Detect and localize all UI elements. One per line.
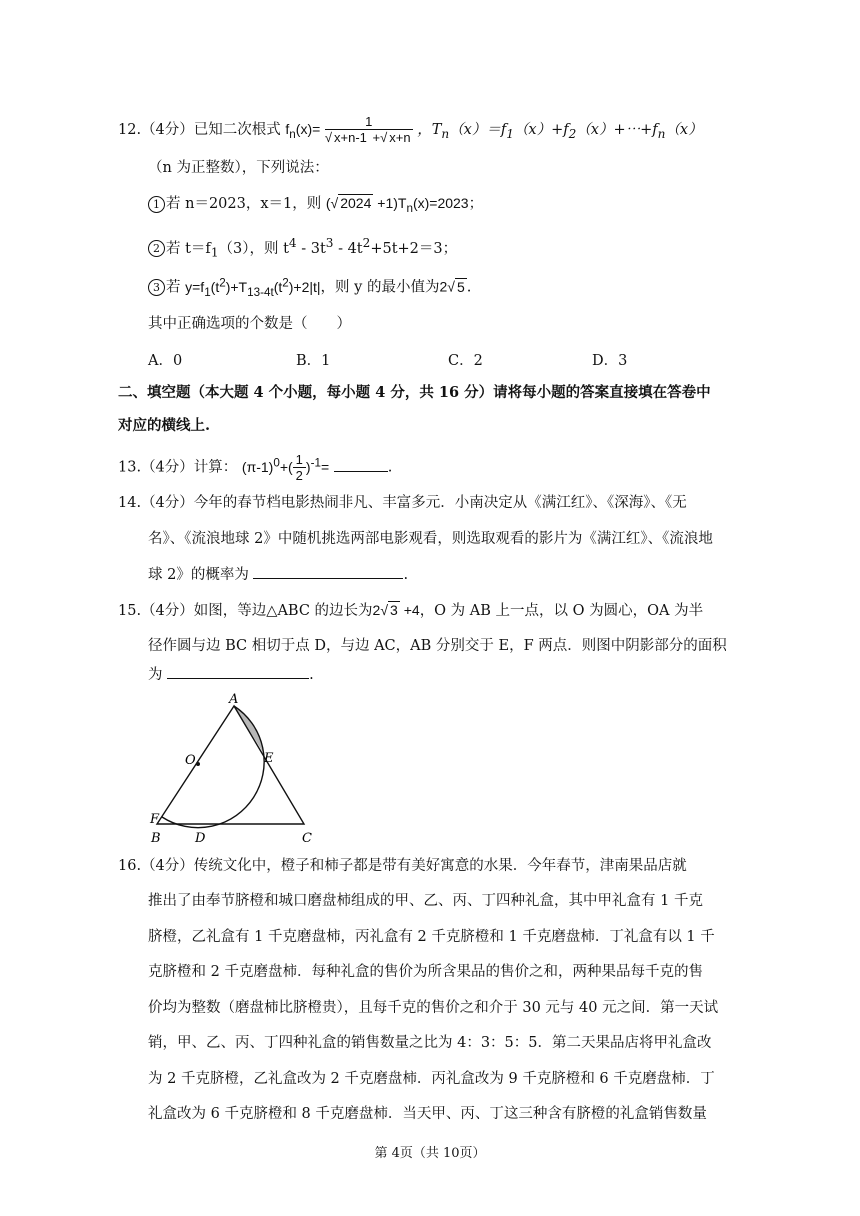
q16-line3: 脐橙，乙礼盒有 1 千克磨盘柿，丙礼盒有 2 千克脐橙和 1 千克磨盘柿．丁礼盒有以 1 千 (148, 929, 715, 945)
q15-text-b: ，O 为 AB 上一点，以 O 为圆心，OA 为半 (419, 603, 704, 619)
sub-n: n (406, 201, 413, 215)
q16-line8: 礼盒改为 6 千克脐橙和 8 千克磨盘柿．当天甲、丙、丁这三种含有脐橙的礼盒销售数量 (148, 1106, 707, 1122)
part-b: +( (279, 458, 293, 475)
sub-1: 1 (506, 126, 514, 141)
q16-number: 16. (118, 858, 142, 874)
section2-line2: 对应的横线上. (118, 417, 211, 434)
part-b: +1)T (373, 195, 407, 211)
label-c: C (302, 831, 312, 846)
label-d: D (195, 831, 206, 846)
equals: = (320, 458, 330, 475)
part-a: y=f (185, 278, 205, 295)
len-root: 3 (390, 602, 398, 618)
root-2: x+n (389, 130, 411, 145)
q12-item1 (148, 193, 483, 219)
choice-a: A．0 (148, 353, 183, 369)
tn-sub: n (441, 126, 450, 141)
sup-2b: 2 (282, 276, 289, 289)
len-coef: 2 (372, 602, 381, 618)
triangle-abc (157, 706, 304, 824)
len-b: +4 (399, 602, 420, 618)
paren: ( (325, 195, 331, 211)
q13-line (118, 452, 392, 484)
min-root: 5 (456, 278, 465, 295)
item2-b: （3），则 t (218, 240, 289, 257)
stem-e: （x）+⋯+f (576, 122, 658, 138)
sup-neg1: -1 (310, 456, 321, 470)
q14-end: . (403, 567, 409, 583)
part-c: (x)=2023 (412, 195, 469, 211)
frac-num: 1 (325, 114, 413, 130)
stem-f: （x） (665, 122, 703, 138)
sup-3: 3 (325, 236, 334, 250)
root-1: x+n-1 (334, 130, 367, 145)
q15-text-a: （4分）如图，等边△ABC 的边长为 (141, 603, 373, 619)
part-e: )+2|t| (288, 278, 321, 295)
geometry-figure (140, 690, 330, 850)
sup-2a: 2 (219, 276, 226, 289)
q14-text-3: 球 2》的概率为 (148, 567, 249, 583)
min-coef: 2 (439, 278, 448, 295)
q14-line1 (118, 493, 687, 513)
point-o (196, 762, 200, 766)
q15-number: 15. (118, 603, 142, 619)
label-o: O (185, 753, 196, 768)
q13-math (241, 452, 330, 483)
q12-ask: 其中正确选项的个数是（ ） (148, 316, 351, 332)
q15-line1 (118, 600, 703, 621)
part-c: ) (305, 458, 311, 475)
label-a: A (229, 692, 239, 707)
item2-d: - 4t (333, 240, 363, 257)
frac-num: 1 (293, 452, 306, 468)
q12-score: （4分） (141, 122, 194, 138)
sub-n: n (657, 126, 666, 141)
q13-end: . (387, 459, 393, 476)
frac-den: √ x+n-1 +√ x+n (324, 130, 411, 145)
q12-line2: （n 为正整数），下列说法： (148, 160, 329, 176)
q16-line6: 销，甲、乙、丙、丁四种礼盒的销售数量之比为 4：3：5：5．第二天果品店将甲礼盒改 (148, 1035, 712, 1051)
q13-text: （4分）计算： (141, 459, 238, 476)
choice-b: B．1 (296, 353, 331, 369)
section2-line1: 二、填空题（本大题 4 个小题，每小题 4 分，共 16 分）请将每小题的答案直接填在答卷中 (118, 384, 711, 401)
part-a: (π-1) (241, 458, 274, 475)
q14-line2: 名》、《流浪地球 2》中随机挑选两部电影观看，则选取观看的影片为《满江红》、《流浪地 (148, 531, 713, 547)
f-arg: (x)= (295, 121, 321, 137)
tn-symbol: ，T (417, 122, 442, 138)
item3-text-b: ，则 y 的最小值为 (320, 279, 440, 296)
answer-blank-14[interactable] (253, 564, 403, 579)
part-d: (t (273, 278, 283, 295)
q15-text-3: 为 (148, 667, 163, 683)
circled-number-1: 1 (148, 196, 165, 213)
label-f: F (150, 812, 160, 827)
item3-math (185, 276, 321, 299)
q15-length: 2√ 3 +4 (372, 602, 420, 618)
part-c: )+T (225, 278, 248, 295)
sub-1: 1 (210, 245, 219, 260)
q15-line2: 径作圆与边 BC 相切于点 D，与边 AC，AB 分别交于 E，F 两点．则图中阴影部分的面积 (148, 638, 727, 654)
item1-math: (√ $2024 +1)T_n(x)=2023$ (325, 195, 469, 215)
frac-den: 2 (295, 468, 303, 483)
stem-d: （x）+f (513, 122, 569, 138)
sub-13-4t: 13-4t (247, 285, 274, 299)
f-sub: n (289, 127, 296, 141)
item1-end: ； (468, 196, 484, 212)
q15-line3 (148, 664, 314, 685)
sup-2: 2 (362, 236, 371, 250)
page-footer: 第 4页（共 10页） (374, 1146, 486, 1161)
sup-4: 4 (288, 236, 297, 250)
sup-0: 0 (273, 456, 280, 470)
sub-2: 2 (568, 126, 577, 141)
answer-blank-15[interactable] (167, 664, 309, 679)
label-e: E (264, 751, 274, 766)
root: 2024 (340, 195, 372, 211)
circled-number-2: 2 (148, 240, 165, 257)
q16-line1 (118, 856, 687, 876)
q12-item2 (148, 233, 457, 263)
item2-c: - 3t (296, 240, 326, 257)
q15-end: . (309, 667, 314, 683)
part-b: (t (210, 278, 220, 295)
circled-number-3: 3 (148, 279, 165, 296)
item2-text: 若 t＝f (166, 240, 211, 257)
item3-end: . (466, 279, 472, 296)
q12-item3 (148, 273, 471, 302)
item2-e: +5t+2＝3； (370, 240, 458, 257)
q14-text-1: （4分）今年的春节档电影热闹非凡、丰富多元．小南决定从《满江红》、《深海》、《无 (141, 495, 687, 511)
item3-text: 若 (166, 279, 181, 296)
choice-d: D．3 (592, 353, 628, 369)
q12-stem: 已知二次根式 (193, 122, 281, 138)
q16-line4: 克脐橙和 2 千克磨盘柿．每种礼盒的售价为所含果品的售价之和，两种果品每千克的售 (148, 964, 703, 980)
q12-f-def (285, 121, 321, 141)
label-b: B (151, 831, 161, 846)
q16-line7: 为 2 千克脐橙，乙礼盒改为 2 千克磨盘柿．丙礼盒改为 9 千克脐橙和 6 千克磨盘柿．丁 (148, 1071, 715, 1087)
stem-c: （x）＝f (449, 122, 507, 138)
q16-text-1: （4分）传统文化中，橙子和柿子都是带有美好寓意的水果．今年春节，津南果品店就 (141, 858, 687, 874)
answer-blank-13[interactable] (334, 457, 388, 472)
root-plus: + (368, 130, 381, 145)
q12-number: 12. (118, 122, 142, 138)
sub-1: 1 (204, 285, 211, 299)
q13-fraction (293, 452, 306, 484)
f-symbol: f (285, 121, 290, 137)
item3-min: 2√ 5 (439, 278, 465, 295)
q12-line1 (118, 114, 703, 146)
q14-number: 14. (118, 495, 142, 511)
q16-line2: 推出了由奉节脐橙和城口磨盘柿组成的甲、乙、丙、丁四种礼盒，其中甲礼盒有 1 千克 (148, 893, 703, 909)
item1-text: 若 n＝2023，x＝1，则 (166, 196, 322, 212)
choice-c: C．2 (448, 353, 483, 369)
q13-number: 13. (118, 459, 142, 476)
q12-fraction (325, 114, 413, 146)
q16-line5: 价均为整数（磨盘柿比脐橙贵），且每千克的售价之和介于 30 元与 40 元之间．第一天试 (148, 1000, 719, 1016)
q14-line3 (148, 564, 408, 585)
